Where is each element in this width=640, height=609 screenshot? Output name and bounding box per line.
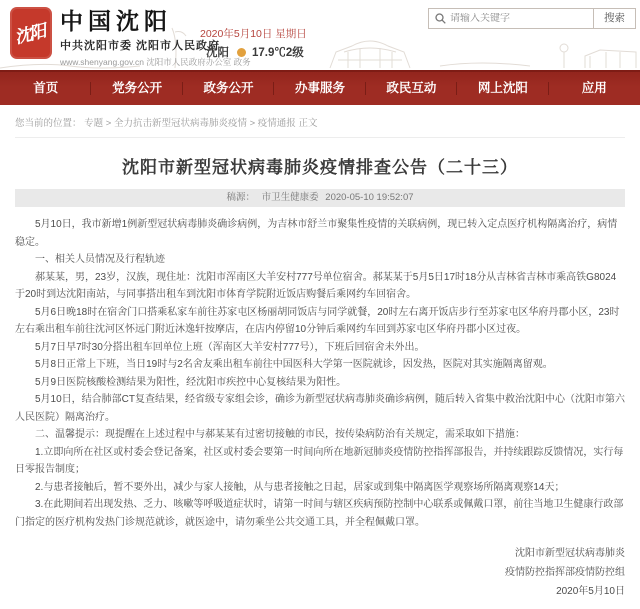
article-body — [15, 216, 625, 531]
page-content — [0, 105, 640, 609]
nav-item[interactable]: 应用 — [581, 81, 607, 95]
search-bar — [428, 8, 636, 29]
article-paragraph: 5月9日医院核酸检测结果为阳性，经沈阳市疾控中心复核结果为阳性。 — [35, 376, 347, 388]
article-paragraph: 1.立即向所在社区或村委会登记备案，社区或村委会要第一时间向所在地新冠肺炎疫情防控指挥部报告，并持续跟踪反馈情况，实行每日零报告制度； — [15, 446, 624, 475]
article-paragraph: 一、相关人员情况及行程轨迹 — [35, 254, 165, 265]
article-paragraph: 5月10日，结合肺部CT复查结果，经省级专家组会诊，确诊为新型冠状病毒肺炎确诊病例，随后转入省集中救治沈阳中心（沈阳市第六人民医院）隔离治疗。 — [15, 394, 626, 423]
article-paragraph: 5月10日，我市新增1例新型冠状病毒肺炎确诊病例，为吉林市舒兰市聚集性疫情的关联病例，现已转入定点医疗机构隔离治疗，病情稳定。 — [15, 219, 618, 248]
article-paragraph: 3.在此期间若出现发热、乏力、咳嗽等呼吸道症状时，请第一时间与辖区疾病预防控制中心联系或佩戴口罩，前往当地卫生健康行政部门指定的医疗机构发热门诊规范就诊，就医途中，请勿乘坐公共交通工具，并全程佩戴口罩。 — [15, 499, 624, 528]
site-logo-seal[interactable] — [10, 7, 52, 59]
article-paragraph: 5月6日晚18时在宿舍门口搭乘私家车前往苏家屯区杨丽胡同饭店与同学就餐，20时左右离开饭店步行至苏家屯区华府丹郡小区，23时左右乘出租车前往沈河区怀远门附近沐逸轩按摩店，在店内停留10分钟后乘网约车回到苏家屯区华府丹郡小区过夜。 — [15, 306, 620, 335]
nav-item[interactable]: 办事服务 — [274, 72, 365, 105]
article-signature — [15, 544, 625, 609]
nav-item[interactable]: 党务公开 — [91, 72, 182, 105]
search-icon — [435, 13, 446, 24]
current-date: 2020年5月10日 星期日 — [200, 28, 307, 40]
site-header — [0, 0, 640, 70]
sun-icon — [237, 48, 246, 57]
article-paragraph: 2.与患者接触后，暂不要外出，减少与家人接触，从与患者接触之日起，居家或到集中隔离医学观察场所隔离观察14天； — [35, 481, 565, 493]
article-title: 沈阳市新型冠状病毒肺炎疫情排查公告（二十三） — [122, 158, 518, 177]
weather-widget — [206, 44, 304, 60]
seal-calligraphy: 沈阳 — [12, 21, 47, 48]
article-paragraph: 5月8日正常上下班，当日19时与2名舍友乘出租车前往中国医科大学第一医院就诊，因发热，医院对其实施隔离留观。 — [35, 359, 553, 370]
signature-line: 沈阳市新型冠状病毒肺炎 — [515, 548, 625, 559]
org-line: 中共沈阳市委 沈阳市人民政府 — [60, 40, 221, 52]
search-input[interactable] — [450, 13, 593, 24]
article-paragraph: 二、温馨提示：现提醒在上述过程中与郝某某有过密切接触的市民，按传染病防治有关规定，需采取如下措施： — [35, 429, 525, 440]
site-brand[interactable] — [60, 8, 251, 68]
source-value: 市卫生健康委 — [261, 192, 319, 203]
breadcrumb-label: 您当前的位置： — [15, 118, 82, 129]
signature-line: 疫情防控指挥部疫情防控组 — [505, 567, 625, 578]
nav-item[interactable]: 首页 — [0, 72, 91, 105]
nav-item[interactable]: 政民互动 — [366, 72, 457, 105]
main-nav — [0, 70, 640, 105]
article-paragraph: 郝某某，男，23岁，汉族，现住址：沈阳市浑南区大羊安村777号单位宿舍。郝某某于5月5日17时18分从吉林省吉林市乘高铁G8024于20时到达沈阳南站，与同事搭出租车到沈阳市体育学院附近饭店购餐后乘网约车回宿舍。 — [15, 271, 617, 300]
nav-item[interactable]: 网上沈阳 — [457, 72, 548, 105]
site-name: 中国沈阳 — [60, 8, 172, 34]
weather-city: 沈阳 — [206, 47, 229, 59]
publish-datetime: 2020-05-10 19:52:07 — [325, 192, 414, 203]
article-paragraph: 5月7日早7时30分搭出租车回单位上班（浑南区大羊安村777号），下班后回宿舍未外出。 — [35, 341, 425, 353]
breadcrumb-path[interactable]: 专题 > 全力抗击新型冠状病毒肺炎疫情 > 疫情通报 正文 — [84, 118, 318, 129]
search-button[interactable]: 搜索 — [593, 9, 635, 28]
nav-item[interactable]: 政务公开 — [183, 72, 274, 105]
breadcrumb — [15, 105, 625, 138]
site-url-line: www.shenyang.gov.cn 沈阳市人民政府办公室 政务 — [60, 57, 251, 67]
signature-line: 2020年5月10日 — [556, 586, 625, 597]
weather-value: 17.9℃2级 — [252, 47, 304, 59]
source-label: 稿源： — [226, 192, 255, 203]
article-source-bar — [15, 189, 625, 207]
